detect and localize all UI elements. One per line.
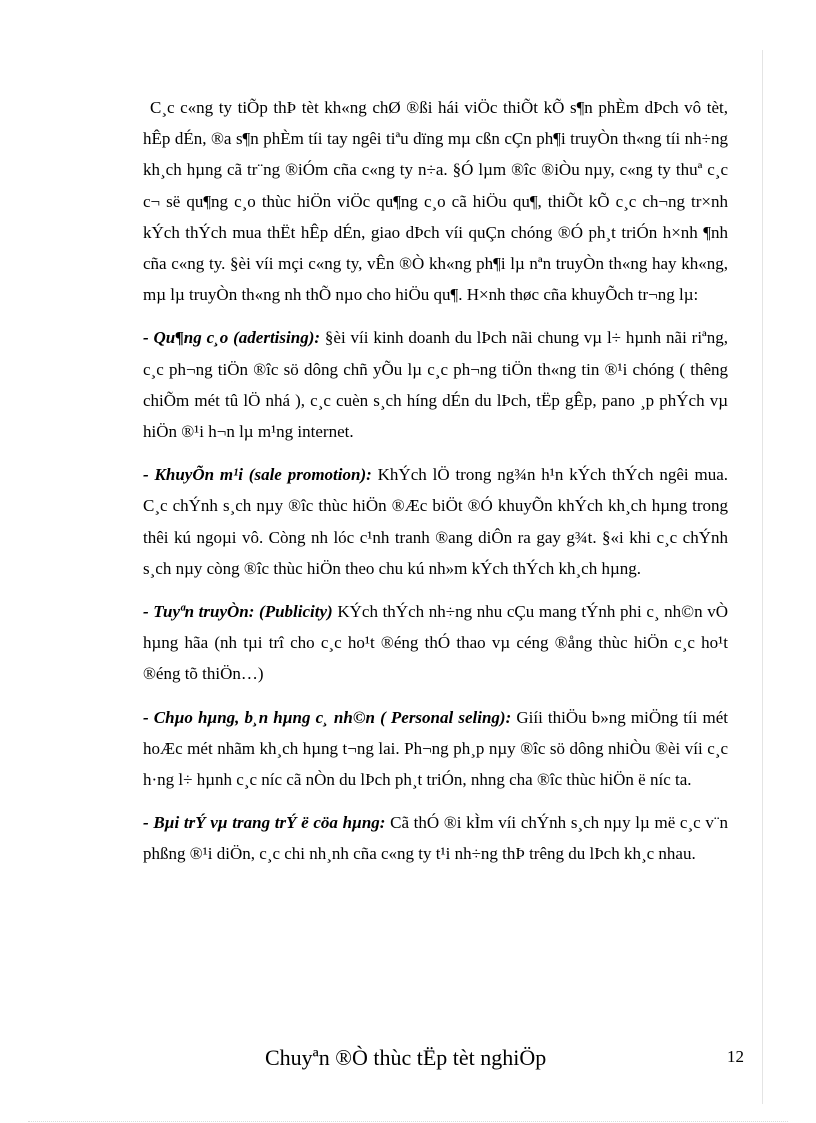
section-text-store-decoration: Cã thÓ ®i kÌm víi chÝnh s¸ch nµy lµ më c¸c v¨n phßng ®¹i diÖn, c¸c chi nh¸nh cña c«ng ty t¹i nh÷ng thÞ trêng du lÞch kh¸c nhau. xyxy=(143,813,728,864)
section-text-publicity: KÝch thÝch nh÷ng nhu cÇu mang tÝnh phi c¸ nh©n vÒ hµng hãa (nh tµi trî cho c¸c ho¹t ®éng thÓ thao vµ céng ®ång thùc hiÖn c¸c ho¹t ®éng tõ thiÖn…) xyxy=(143,602,728,684)
section-heading-store-decoration: - Bµi trÝ vµ trang trÝ ë cöa hµng: xyxy=(143,813,386,833)
section-text-advertising: §èi víi kinh doanh du lÞch nãi chung vµ l÷ hµnh nãi riªng, c¸c ph¬ng tiÖn ®îc sö dông chñ yÕu lµ c¸c ph¬ng tiÖn th«ng tin ®¹i chóng ( thêng chiÕm mét tû lÖ nhá ), c¸c cuèn s¸ch híng dÉn du lÞch, tËp gÊp, pano ¸p phÝch vµ hiÖn ®¹i h¬n lµ m¹ng internet. xyxy=(143,328,728,442)
footer-divider xyxy=(28,1121,788,1122)
section-heading-publicity: - Tuyªn truyÒn: (Publicity) xyxy=(143,602,333,622)
section-personal-selling xyxy=(143,702,728,796)
section-store-decoration xyxy=(143,807,728,869)
section-publicity xyxy=(143,596,728,690)
section-heading-personal-selling: - Chµo hµng, b¸n hµng c¸ nh©n ( Personal seling): xyxy=(143,707,512,727)
document-body xyxy=(143,92,728,882)
footer-title: Chuyªn ®Ò thùc tËp tèt nghiÖp xyxy=(265,1045,547,1070)
section-heading-sale-promotion: - KhuyÕn m¹i (sale promotion): xyxy=(143,465,372,485)
section-text-personal-selling: Giíi thiÖu b»ng miÖng tíi mét hoÆc mét nhãm kh¸ch hµng t¬ng lai. Ph¬ng ph¸p nµy ®îc sö dông nhiÒu ®èi víi c¸c h·ng l÷ hµnh c¸c níc cã nÒn du lÞch ph¸t triÓn, nhng cha ®îc thùc hiÖn ë níc ta. xyxy=(143,707,728,790)
section-advertising xyxy=(143,322,728,447)
section-sale-promotion xyxy=(143,459,728,584)
page-number: 12 xyxy=(727,1047,744,1066)
section-heading-advertising: - Qu¶ng c¸o (adertising): xyxy=(143,328,321,348)
section-text-sale-promotion: KhÝch lÖ trong ng¾n h¹n kÝch thÝch ngêi mua. C¸c chÝnh s¸ch nµy ®îc thùc hiÖn ®Æc biÖt ®Ó khuyÕn khÝch kh¸ch hµng trong thêi kú ngoµi vô. Còng nh lóc c¹nh tranh ®ang diÔn ra gay g¾t. §«i khi c¸c chÝnh s¸ch nµy còng ®îc thùc hiÖn theo chu kú nh»m kÝch thÝch kh¸ch hµng. xyxy=(143,465,728,578)
intro-paragraph: C¸c c«ng ty tiÕp thÞ tèt kh«ng chØ ®ßi hái viÖc thiÕt kÕ s¶n phÈm dÞch vô tèt, hÊp dÉn, ®a s¶n phÈm tíi tay ngêi tiªu dïng mµ cßn cÇn ph¶i truyÒn th«ng tíi nh÷ng kh¸ch hµng cã tr¨ng ®iÓm cña c«ng ty n÷a. §Ó lµm ®îc ®iÒu nµy, c«ng ty thuª c¸c c¬ së qu¶ng c¸o thùc hiÖn viÖc qu¶ng c¸o cã hiÖu qu¶, thiÕt kÕ c¸c ch¬ng tr×nh kÝch thÝch mua thËt hÊp dÉn, giao dÞch víi quÇn chóng ®Ó ph¸t triÓn h×nh ¶nh cña c«ng ty. §èi víi mçi c«ng ty, vÊn ®Ò kh«ng ph¶i lµ nªn truyÒn th«ng hay kh«ng, mµ lµ truyÒn th«ng nh thÕ nµo cho hiÖu qu¶. H×nh thøc cña khuyÕch tr¬ng lµ: xyxy=(143,98,728,305)
